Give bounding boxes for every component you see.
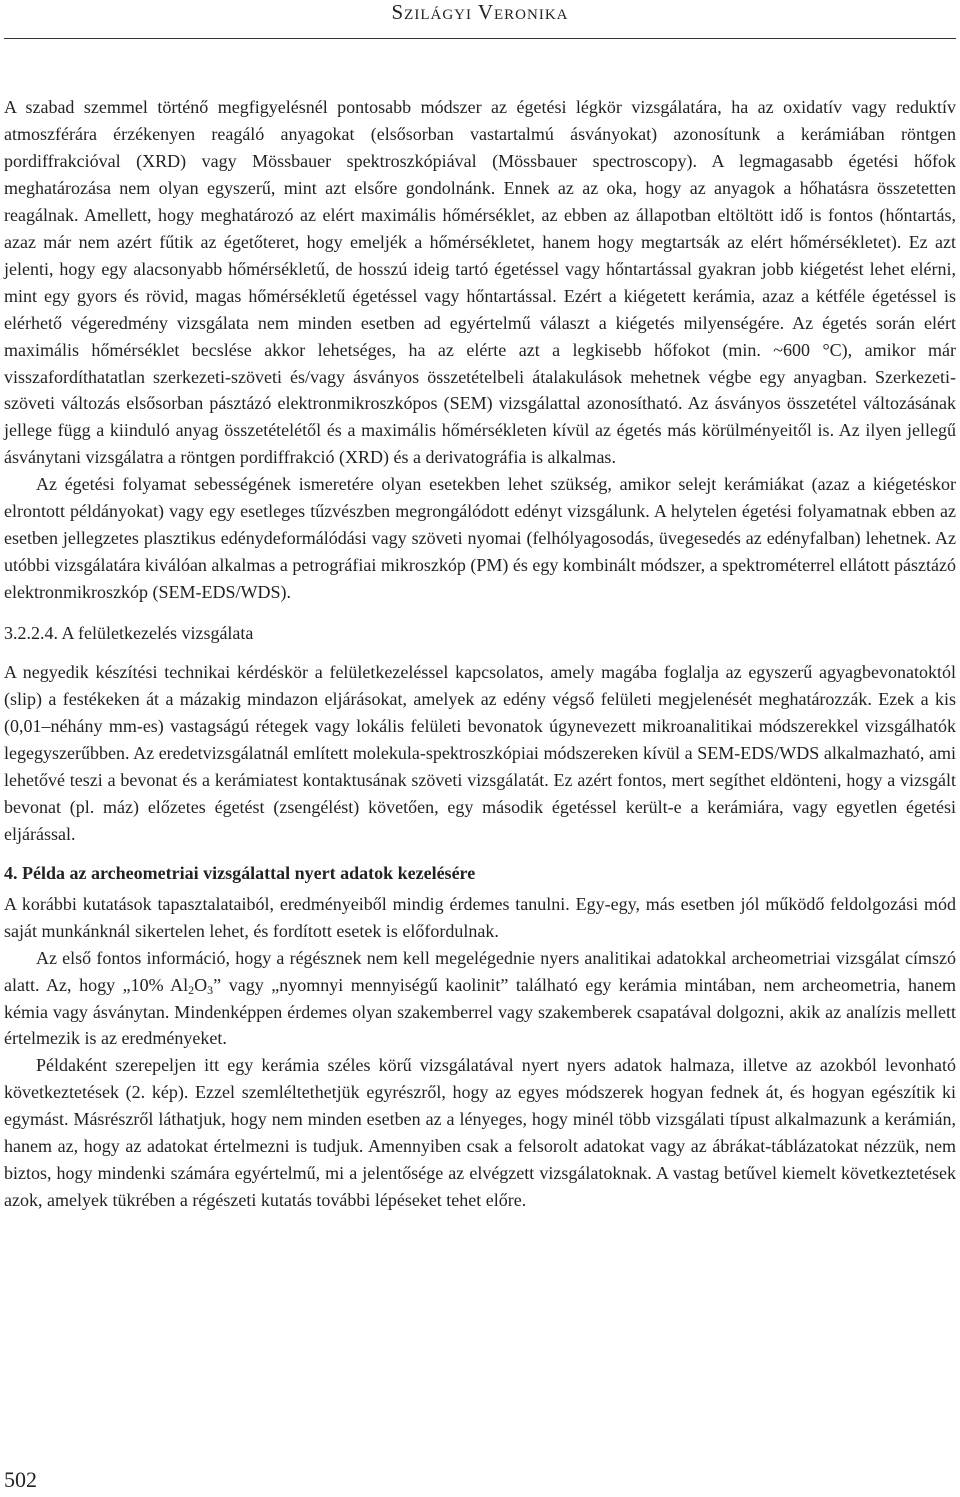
page-body [4, 94, 956, 1214]
subscript: 2 [188, 982, 195, 997]
paragraph-firing-atmosphere: A szabad szemmel történő megfigyelésnél pontosabb módszer az égetési légkör vizsgálatára, ha az oxidatív vagy reduktív atmoszférára érzékenyen reagáló anyagokat (elsősorban vastartalmú ásványokat) azonosítunk a kerámiában röntgen pordiffrakcióval (XRD) vagy Mössbauer spektroszkópiával (Mössbauer spectroscopy). A legmagasabb égetési hőfok meghatározása nem olyan egyszerű, mint azt elsőre gondolnánk. Ennek az az oka, hogy az anyagok a hőhatásra összetetten reagálnak. Amellett, hogy meghatározó az elért maximális hőmérséklet, az ebben az állapotban eltöltött idő is fontos (hőntartás, azaz már nem azért fűtik az égetőteret, hogy emeljék a hőmérsékletet, hanem hogy megtartsák az elért hőmérsékletet). Ez azt jelenti, hogy egy alacsonyabb hőmérsékletű, de hosszú ideig tartó égetéssel vagy hőntartással gyakran jobb kiégetést lehet elérni, mint egy gyors és rövid, magas hőmérsékletű égetéssel vagy hőntartással. Ezért a kiégetett kerámia, azaz a kétféle égetéssel is elérhető végeredmény vizsgálata nem minden esetben ad egyértelmű választ a kiégetés milyenségére. Az égetés során elért maximális hőmérséklet becslése akkor lehetséges, ha az elérte azt a legkisebb hőfokot (min. ~600 °C), amikor már visszafordíthatatlan szerkezeti-szöveti és/vagy ásványos összetételbeli átalakulások mehetnek végbe egy anyagban. Szerkezeti-szöveti változás elsősorban pásztázó elektronmikroszkópos (SEM) vizsgálattal azonosítható. Az ásványos összetétel változásának jellege függ a kiinduló anyag összetételétől és a maximális hőmérsékleten kívül az égetés más körülményeitől is. Az ilyen jellegű ásványtani vizsgálatra a röntgen pordiffrakció (XRD) és a derivatográfia is alkalmas. [4, 97, 956, 468]
section-heading: 4. Példa az archeometriai vizsgálattal nyert adatok kezelésére [4, 862, 476, 883]
subscript: 3 [207, 982, 214, 997]
text-segment: Az első fontos információ, hogy a régésznek nem kell megelégednie nyers analitikai adatokkal archeometriai vizsgálat címszó alatt. Az, hogy „10% Al [4, 947, 956, 995]
text-segment: ” vagy „nyomnyi mennyiségű kaolinit” található egy kerámia mintában, nem archeometria, hanem kémia vagy ásványtan. Mindenképpen érdemes olyan szakemberrel vagy szakemberek csapatával dolgozni, akik az analízis mellett értelmezik is az eredményeket. [4, 974, 956, 1049]
running-head-title: Szilágyi Veronika [391, 0, 569, 24]
paragraph-firing-speed: Az égetési folyamat sebességének ismeretére olyan esetekben lehet szükség, amikor selejt kerámiákat (azaz a kiégetéskor elrontott példányokat) vagy egy esetleges tűzvészben megrongálódott edényt vizsgálunk. A helytelen égetési folyamatnak ebben az esetben jellegzetes plasztikus edénydeformálódási vagy szöveti nyomai (felhólyagosodás, üvegesedés az edényfalban) lehetnek. Az utóbbi vizsgálatára kiválóan alkalmas a petrográfiai mikroszkóp (PM) és egy kombinált módszer, a spektrométerrel ellátott pásztázó elektronmikroszkóp (SEM-EDS/WDS). [4, 474, 956, 603]
header-divider [4, 38, 956, 39]
paragraph-first-information [4, 945, 956, 1053]
paragraph-previous-research: A korábbi kutatások tapasztalataiból, eredményeiből mindig érdemes tanulni. Egy-egy, más esetben jól működő feldolgozási mód saját munkánknál sikertelen lehet, és fordított esetek is előfordulnak. [4, 893, 956, 941]
paragraph-surface-treatment: A negyedik készítési technikai kérdéskör a felületkezeléssel kapcsolatos, amely magába foglalja az egyszerű agyagbevonatoktól (slip) a festékeken át a mázakig mindazon eljárásokat, amelyek az edény végső felületi megjelenését meghatározzák. Ezek a kis (0,01–néhány mm-es) vastagságú rétegek vagy lokális felületi bevonatok úgynevezett mikroanalitikai módszerekkel vizsgálhatók legegyszerűbben. Az eredetvizsgálatnál említett molekula-spektroszkópiai módszereken kívül a SEM-EDS/WDS alkalmazható, ami lehetővé teszi a bevonat és a kerámiatest kontaktusának szöveti vizsgálatát. Ez azért fontos, mert segíthet eldönteni, hogy a vizsgált bevonat (pl. máz) előzetes égetést (zsengélést) követően, egy második égetéssel került-e a kerámiára, vagy egyetlen égetési eljárással. [4, 662, 956, 844]
paragraph-example: Példaként szerepeljen itt egy kerámia széles körű vizsgálatával nyert nyers adatok halmaza, illetve az azokból levonható következtetések (2. kép). Ezzel szemléltethetjük egyrészről, hogy az egyes módszerek hogyan fednek át, és hogyan egészítik ki egymást. Másrészről láthatjuk, hogy nem minden esetben az a lényeges, hogy minél több vizsgálati típust alkalmazunk a kerámián, hanem az, hogy az adatokat értelmezni is tudjuk. Amennyiben csak a felsorolt adatokat vagy az ábrákat-táblázatokat nézzük, nem biztos, hogy mindenki számára egyértelmű, mi a jelentősége az elvégzett vizsgálatoknak. A vastag betűvel kiemelt következtetések azok, amelyek tükrében a régészeti kutatás további lépéseket tehet előre. [4, 1055, 956, 1211]
page-number: 502 [4, 1467, 37, 1492]
text-segment: O [194, 974, 208, 995]
subsection-heading: 3.2.2.4. A felületkezelés vizsgálata [4, 623, 254, 644]
